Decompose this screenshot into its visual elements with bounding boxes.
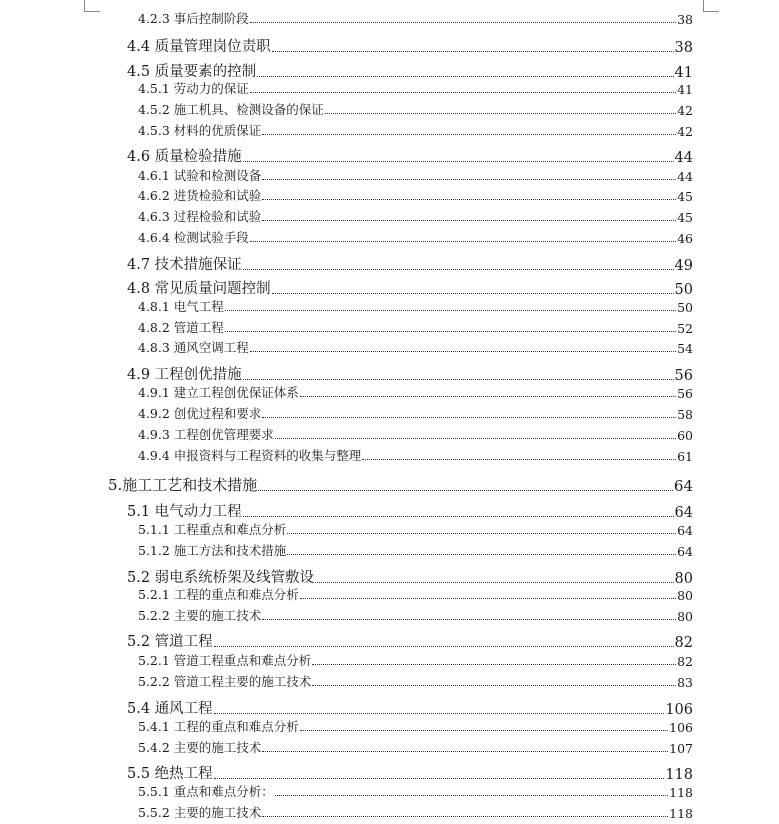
toc-entry-title: 4.8 常见质量问题控制 bbox=[127, 281, 271, 297]
toc-dot-leader bbox=[262, 179, 676, 180]
toc-entry-title: 4.5.2 施工机具、检测设备的保证 bbox=[138, 102, 324, 117]
toc-entry[interactable] bbox=[127, 145, 693, 166]
toc-dot-leader bbox=[312, 685, 676, 686]
toc-entry[interactable] bbox=[127, 35, 693, 56]
toc-dot-leader bbox=[262, 199, 676, 200]
toc-entry-title: 4.8.1 电气工程 bbox=[138, 299, 224, 314]
toc-page-number: 44 bbox=[677, 169, 693, 184]
toc-page-number: 80 bbox=[677, 609, 693, 624]
toc-dot-leader bbox=[287, 554, 676, 555]
toc-entry[interactable] bbox=[138, 717, 693, 735]
toc-entry[interactable] bbox=[138, 318, 693, 336]
toc-entry-title: 4.8.2 管道工程 bbox=[138, 320, 224, 335]
toc-entry[interactable] bbox=[138, 79, 693, 97]
toc-dot-leader bbox=[225, 310, 676, 311]
toc-page-number: 45 bbox=[677, 189, 693, 204]
toc-dot-leader bbox=[300, 396, 676, 397]
toc-entry-title: 5.4 通风工程 bbox=[127, 701, 213, 717]
page-corner-mark-left-line bbox=[84, 11, 100, 12]
toc-dot-leader bbox=[362, 459, 676, 460]
toc-entry[interactable] bbox=[138, 606, 693, 624]
toc-dot-leader bbox=[243, 516, 674, 517]
toc-dot-leader bbox=[262, 417, 676, 418]
toc-entry[interactable] bbox=[138, 166, 693, 184]
toc-entry-title: 4.5.3 材料的优质保证 bbox=[138, 123, 262, 138]
toc-entry-title: 4.6.2 进货检验和试验 bbox=[138, 188, 262, 203]
toc-entry[interactable] bbox=[138, 297, 693, 315]
toc-page-number: 106 bbox=[669, 720, 693, 735]
toc-entry-title: 5.5.2 主要的施工技术 bbox=[138, 805, 262, 820]
toc-page-number: 82 bbox=[677, 654, 693, 669]
toc-entry-title: 4.9.4 申报资料与工程资料的收集与整理 bbox=[138, 448, 362, 463]
toc-entry[interactable] bbox=[127, 363, 693, 384]
toc-page-number: 56 bbox=[674, 368, 693, 384]
toc-entry[interactable] bbox=[127, 762, 693, 783]
toc-entry-title: 5.2.1 管道工程重点和难点分析 bbox=[138, 653, 312, 668]
toc-dot-leader bbox=[243, 269, 674, 270]
toc-dot-leader bbox=[225, 331, 676, 332]
toc-dot-leader bbox=[243, 161, 674, 162]
toc-entry-title: 5.1 电气动力工程 bbox=[127, 504, 242, 520]
toc-entry-title: 4.9.3 工程创优管理要求 bbox=[138, 427, 274, 442]
toc-entry[interactable] bbox=[138, 585, 693, 603]
toc-entry[interactable] bbox=[108, 474, 693, 495]
toc-entry-title: 5.2 弱电系统桥架及线管敷设 bbox=[127, 570, 315, 586]
toc-page-number: 56 bbox=[677, 386, 693, 401]
toc-entry-title: 5.1.1 工程重点和难点分析 bbox=[138, 522, 287, 537]
toc-entry[interactable] bbox=[138, 541, 693, 559]
toc-entry[interactable] bbox=[138, 207, 693, 225]
toc-entry-title: 4.9.1 建立工程创优保证体系 bbox=[138, 385, 299, 400]
toc-page-number: 118 bbox=[665, 767, 693, 783]
toc-page-number: 61 bbox=[677, 449, 693, 464]
toc-entry[interactable] bbox=[138, 383, 693, 401]
toc-entry-title: 5.5.1 重点和难点分析： bbox=[138, 784, 274, 799]
toc-entry[interactable] bbox=[127, 566, 693, 587]
toc-entry-title: 4.5.1 劳动力的保证 bbox=[138, 81, 249, 96]
toc-dot-leader bbox=[325, 113, 676, 114]
toc-dot-leader bbox=[262, 134, 676, 135]
toc-page-number: 49 bbox=[674, 258, 693, 274]
toc-page-number: 42 bbox=[677, 124, 693, 139]
toc-entry-title: 5.2 管道工程 bbox=[127, 634, 213, 650]
toc-entry-title: 4.8.3 通风空调工程 bbox=[138, 340, 249, 355]
toc-entry[interactable] bbox=[138, 186, 693, 204]
toc-entry[interactable] bbox=[127, 60, 693, 81]
toc-dot-leader bbox=[262, 220, 676, 221]
toc-dot-leader bbox=[258, 490, 673, 491]
toc-page-number: 45 bbox=[677, 210, 693, 225]
toc-dot-leader bbox=[300, 598, 676, 599]
toc-entry-title: 4.5 质量要素的控制 bbox=[127, 64, 257, 80]
toc-entry[interactable] bbox=[138, 404, 693, 422]
toc-entry[interactable] bbox=[138, 425, 693, 443]
toc-entry-title: 4.4 质量管理岗位责职 bbox=[127, 39, 271, 55]
toc-page-number: 50 bbox=[677, 300, 693, 315]
toc-entry[interactable] bbox=[138, 9, 693, 27]
toc-dot-leader bbox=[262, 751, 668, 752]
toc-page-number: 64 bbox=[674, 505, 693, 521]
toc-page-number: 83 bbox=[677, 675, 693, 690]
toc-dot-leader bbox=[214, 646, 674, 647]
toc-entry[interactable] bbox=[138, 338, 693, 356]
toc-page-number: 118 bbox=[669, 806, 693, 821]
toc-entry[interactable] bbox=[138, 651, 693, 669]
toc-entry-title: 5.1.2 施工方法和技术措施 bbox=[138, 543, 287, 558]
toc-entry-title: 5.2.2 管道工程主要的施工技术 bbox=[138, 674, 312, 689]
toc-page-number: 118 bbox=[669, 785, 693, 800]
toc-dot-leader bbox=[312, 664, 676, 665]
toc-entry[interactable] bbox=[138, 803, 693, 821]
toc-page-number: 107 bbox=[669, 741, 693, 756]
toc-entry-title: 5.2.2 主要的施工技术 bbox=[138, 608, 262, 623]
toc-page-number: 64 bbox=[673, 477, 693, 495]
toc-page-number: 106 bbox=[665, 702, 693, 718]
toc-page-number: 38 bbox=[674, 40, 693, 56]
toc-entry[interactable] bbox=[127, 253, 693, 274]
toc-entry-title: 5.2.1 工程的重点和难点分析 bbox=[138, 587, 299, 602]
toc-page-number: 54 bbox=[677, 341, 693, 356]
toc-dot-leader bbox=[250, 22, 676, 23]
toc-entry[interactable] bbox=[127, 277, 693, 298]
toc-entry[interactable] bbox=[138, 672, 693, 690]
toc-page-number: 46 bbox=[677, 231, 693, 246]
toc-dot-leader bbox=[243, 379, 674, 380]
page-corner-mark-right-line bbox=[703, 11, 719, 12]
toc-entry[interactable] bbox=[138, 738, 693, 756]
toc-entry[interactable] bbox=[138, 520, 693, 538]
toc-page-number: 64 bbox=[677, 544, 693, 559]
toc-page-number: 44 bbox=[674, 150, 693, 166]
toc-page-number: 52 bbox=[677, 321, 693, 336]
toc-dot-leader bbox=[262, 816, 668, 817]
toc-entry-title: 4.6.1 试验和检测设备 bbox=[138, 168, 262, 183]
toc-dot-leader bbox=[275, 438, 676, 439]
toc-page-number: 41 bbox=[674, 65, 693, 81]
toc-page-number: 58 bbox=[677, 407, 693, 422]
toc-dot-leader bbox=[272, 51, 674, 52]
toc-dot-leader bbox=[214, 713, 665, 714]
toc-entry[interactable] bbox=[127, 697, 693, 718]
toc-dot-leader bbox=[287, 533, 676, 534]
toc-page-number: 82 bbox=[674, 635, 693, 651]
toc-page-number: 80 bbox=[674, 571, 693, 587]
toc-dot-leader bbox=[300, 730, 668, 731]
toc-entry[interactable] bbox=[127, 630, 693, 651]
toc-entry-title: 5.4.2 主要的施工技术 bbox=[138, 740, 262, 755]
toc-page-number: 41 bbox=[677, 82, 693, 97]
toc-dot-leader bbox=[275, 795, 668, 796]
toc-entry[interactable] bbox=[138, 100, 693, 118]
toc-dot-leader bbox=[257, 76, 673, 77]
toc-entry[interactable] bbox=[127, 500, 693, 521]
toc-entry[interactable] bbox=[138, 782, 693, 800]
toc-page-number: 38 bbox=[677, 12, 693, 27]
toc-entry-title: 4.6 质量检验措施 bbox=[127, 149, 242, 165]
toc-page-number: 80 bbox=[677, 588, 693, 603]
toc-entry-title: 5.5 绝热工程 bbox=[127, 766, 213, 782]
toc-entry-title: 4.9.2 创优过程和要求 bbox=[138, 406, 262, 421]
toc-entry-title: 4.7 技术措施保证 bbox=[127, 257, 242, 273]
toc-entry-title: 4.6.4 检测试验手段 bbox=[138, 230, 249, 245]
toc-entry[interactable] bbox=[138, 446, 693, 464]
toc-dot-leader bbox=[214, 778, 665, 779]
toc-dot-leader bbox=[250, 92, 676, 93]
toc-entry[interactable] bbox=[138, 121, 693, 139]
toc-page-number: 60 bbox=[677, 428, 693, 443]
toc-entry-title: 4.6.3 过程检验和试验 bbox=[138, 209, 262, 224]
toc-page-number: 50 bbox=[674, 282, 693, 298]
toc-dot-leader bbox=[262, 619, 676, 620]
toc-dot-leader bbox=[250, 241, 676, 242]
toc-entry-title: 5.4.1 工程的重点和难点分析 bbox=[138, 719, 299, 734]
toc-dot-leader bbox=[272, 293, 674, 294]
toc-entry-title: 4.9 工程创优措施 bbox=[127, 367, 242, 383]
toc-page-number: 64 bbox=[677, 523, 693, 538]
toc-page-number: 42 bbox=[677, 103, 693, 118]
toc-entry-title: 5.施工工艺和技术措施 bbox=[108, 476, 258, 494]
toc-entry-title: 4.2.3 事后控制阶段 bbox=[138, 11, 249, 26]
toc-dot-leader bbox=[250, 351, 676, 352]
toc-entry[interactable] bbox=[138, 228, 693, 246]
toc-dot-leader bbox=[315, 582, 673, 583]
